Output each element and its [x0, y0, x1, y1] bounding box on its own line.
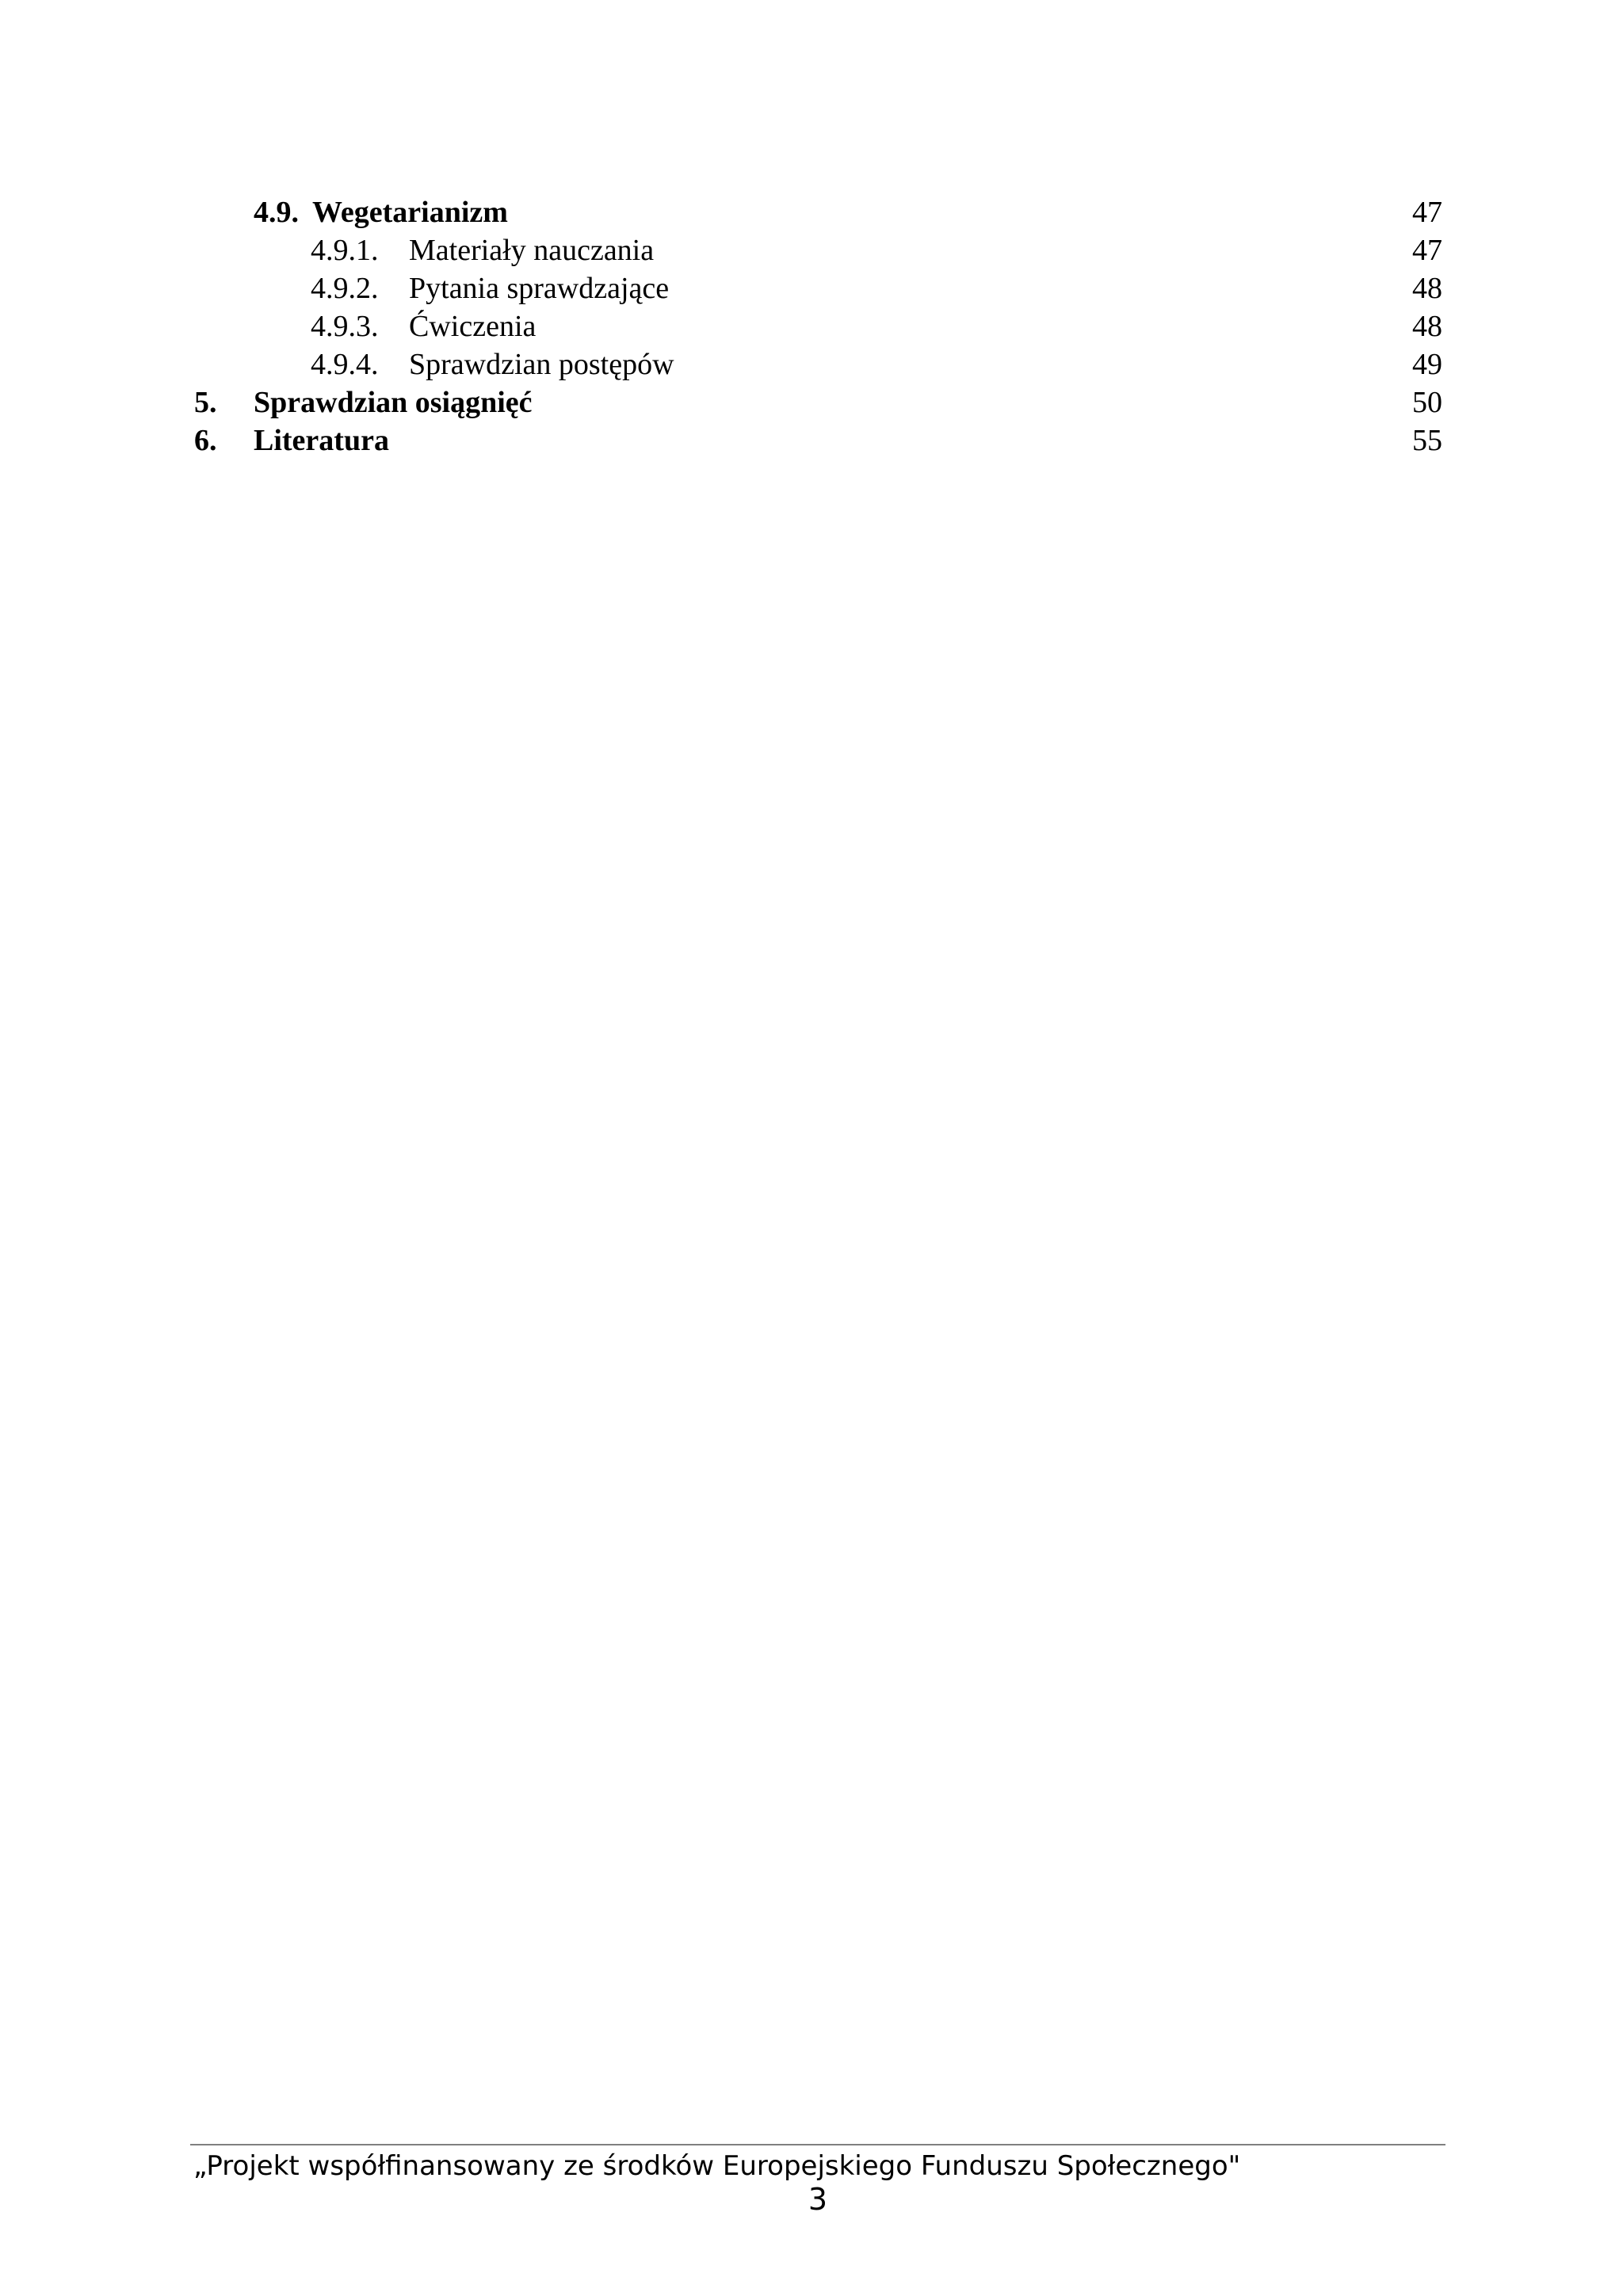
toc-entry-title: Ćwiczenia [409, 310, 537, 343]
toc-entry-number: 4.9.4. [311, 348, 379, 381]
toc-entry-number: 4.9.2. [311, 272, 379, 305]
toc-entry-number: 4.9.3. [311, 310, 379, 343]
toc-entry-4-9[interactable] [0, 193, 1623, 231]
toc-entry-page: 48 [1412, 272, 1442, 305]
toc-entry-title: Literatura [254, 424, 389, 457]
footer-funding-note: „Projekt współfinansowany ze środków Europejskiego Funduszu Społecznego" [193, 2150, 1241, 2182]
toc-entry-number: 6. [194, 424, 217, 457]
toc-entry-title: Wegetarianizm [312, 196, 508, 229]
toc-entry-title: Sprawdzian postępów [409, 348, 674, 381]
toc-entry-4-9-1[interactable] [0, 231, 1623, 269]
toc-entry-title: Materiały nauczania [409, 234, 655, 267]
toc-entry-4-9-3[interactable] [0, 307, 1623, 345]
toc-entry-6[interactable] [0, 421, 1623, 460]
toc-entry-number: 4.9.1. [311, 234, 379, 267]
toc-entry-page: 47 [1412, 234, 1442, 267]
toc-entry-number: 5. [194, 386, 217, 419]
table-of-contents [0, 0, 1623, 475]
toc-entry-title: Sprawdzian osiągnięć [254, 386, 533, 419]
toc-entry-title: Pytania sprawdzające [409, 272, 670, 305]
toc-entry-5[interactable] [0, 383, 1623, 421]
toc-entry-4-9-4[interactable] [0, 345, 1623, 383]
toc-entry-page: 47 [1412, 196, 1442, 229]
toc-entry-page: 55 [1412, 424, 1442, 457]
toc-entry-4-9-2[interactable] [0, 269, 1623, 307]
page-number: 3 [808, 2182, 828, 2217]
toc-entry-number: 4.9. [254, 196, 299, 229]
toc-entry-page: 49 [1412, 348, 1442, 381]
toc-entry-page: 48 [1412, 310, 1442, 343]
toc-entry-page: 50 [1412, 386, 1442, 419]
footer-divider [190, 2144, 1445, 2145]
